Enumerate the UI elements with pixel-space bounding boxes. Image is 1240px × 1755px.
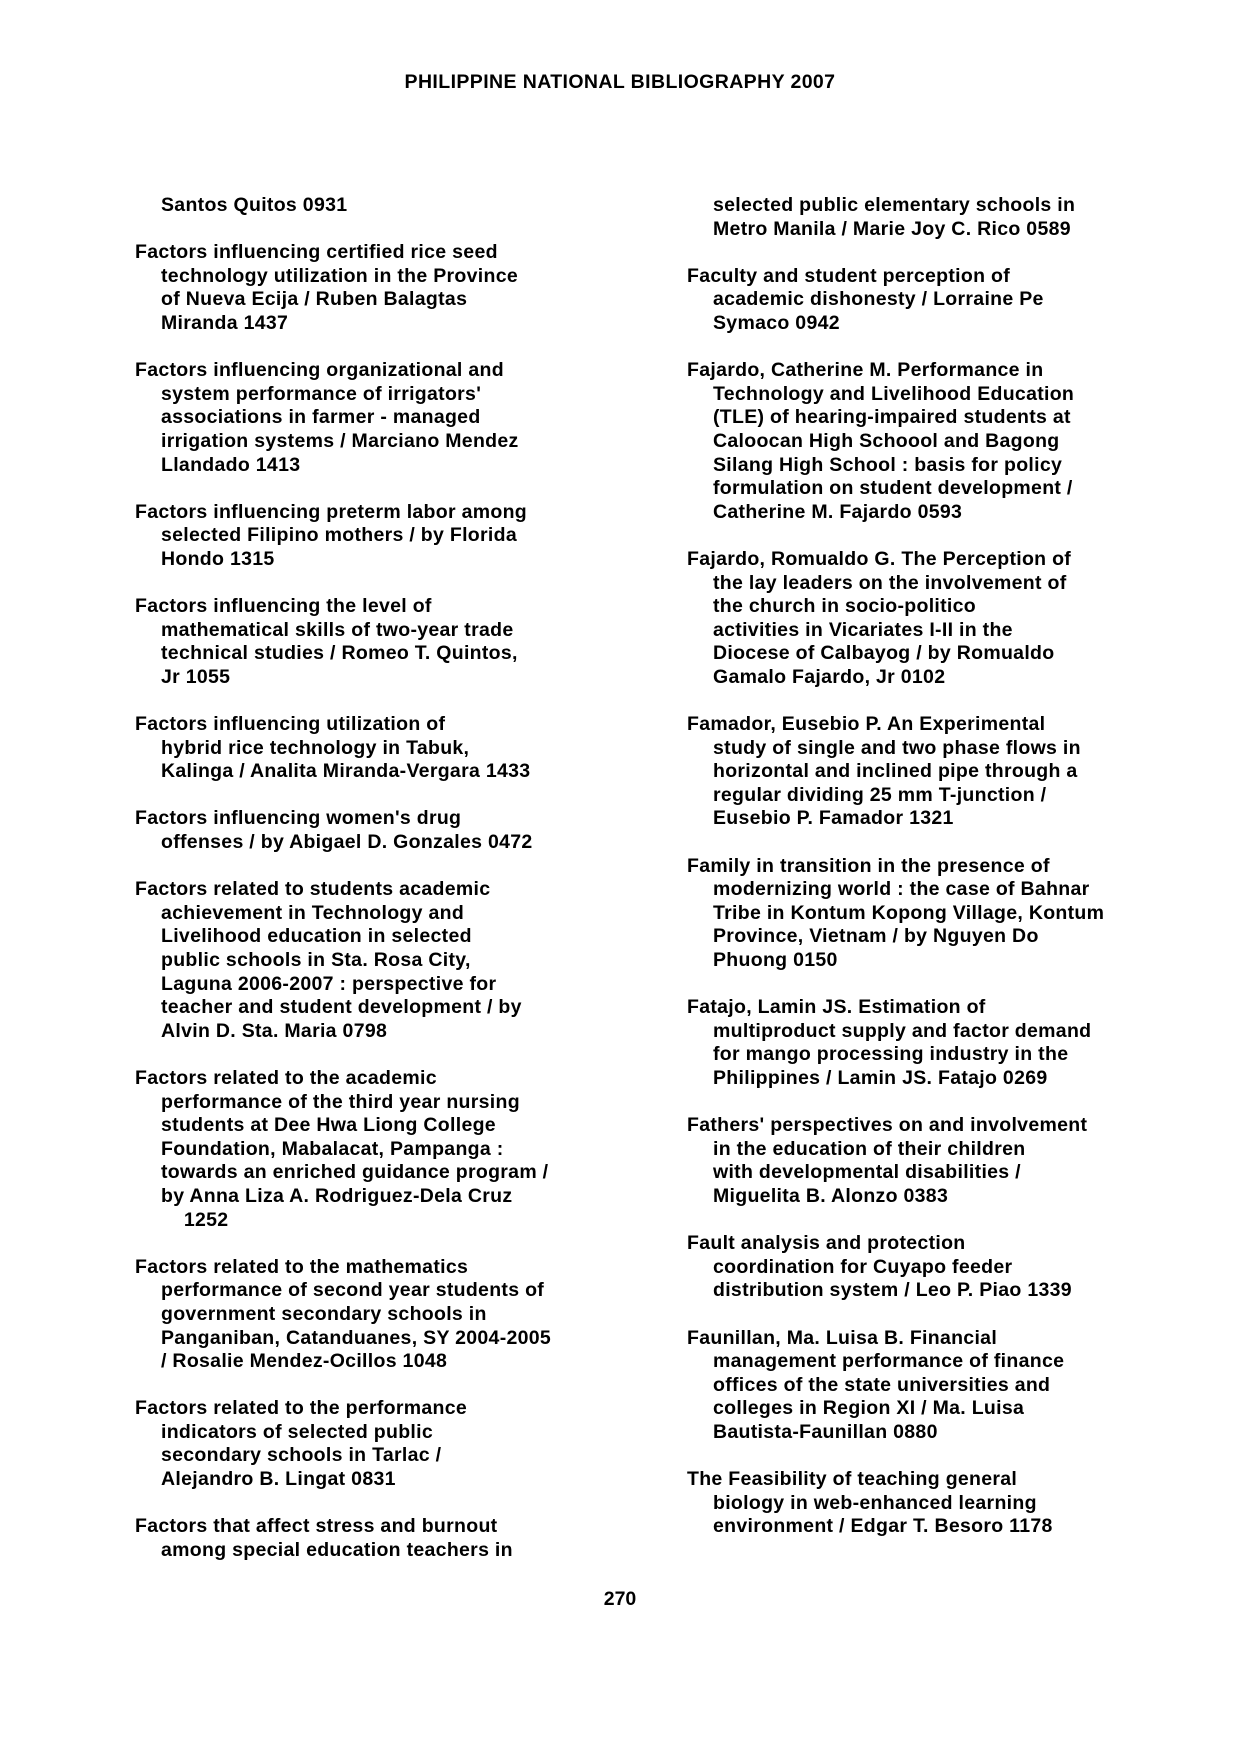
entry-line: colleges in Region XI / Ma. Luisa bbox=[713, 1397, 1025, 1420]
entry-line: technical studies / Romeo T. Quintos, bbox=[161, 642, 518, 665]
bibliography-entry bbox=[135, 1397, 645, 1491]
entry-line: Factors related to the performance bbox=[135, 1397, 468, 1420]
bibliography-entry bbox=[687, 855, 1197, 973]
entry-line: public schools in Sta. Rosa City, bbox=[161, 949, 471, 971]
entry-line: 1252 bbox=[161, 1208, 229, 1231]
entry-line: offices of the state universities and bbox=[713, 1373, 1051, 1396]
entry-line: Factors related to the mathematics bbox=[135, 1255, 469, 1278]
entry-line: achievement in Technology and bbox=[161, 901, 465, 924]
entry-line: offenses / by Abigael D. Gonzales 0472 bbox=[161, 831, 533, 854]
entry-line: Foundation, Mabalacat, Pampanga : bbox=[161, 1137, 504, 1160]
entry-line: performance of second year students of bbox=[161, 1279, 545, 1302]
entry-line: Factors influencing women's drug bbox=[135, 807, 462, 830]
entry-line: Hondo 1315 bbox=[161, 547, 275, 570]
entry-line: for mango processing industry in the bbox=[713, 1043, 1069, 1066]
entry-line: Alejandro B. Lingat 0831 bbox=[161, 1468, 396, 1491]
entry-line: secondary schools in Tarlac / bbox=[161, 1444, 442, 1467]
entry-line: Laguna 2006-2007 : perspective for bbox=[161, 972, 497, 995]
bibliography-entry bbox=[687, 359, 1197, 524]
bibliography-entry bbox=[135, 359, 645, 477]
entry-line: environment / Edgar T. Besoro 1178 bbox=[713, 1515, 1053, 1538]
bibliography-entry bbox=[687, 996, 1197, 1090]
entry-line: indicators of selected public bbox=[161, 1420, 434, 1443]
entry-line: selected public elementary schools in bbox=[713, 194, 1076, 216]
entry-line: selected Filipino mothers / by Florida bbox=[161, 524, 517, 547]
entry-line: formulation on student development / bbox=[713, 477, 1073, 500]
entry-line: government secondary schools in bbox=[161, 1302, 487, 1325]
entry-line: the lay leaders on the involvement of bbox=[713, 571, 1067, 594]
entry-line: Silang High School : basis for policy bbox=[713, 453, 1063, 476]
entry-line: Faculty and student perception of bbox=[687, 264, 1011, 287]
entry-line: Famador, Eusebio P. An Experimental bbox=[687, 713, 1046, 736]
entry-line: Fajardo, Romualdo G. The Perception of bbox=[687, 547, 1072, 570]
entry-line: Panganiban, Catanduanes, SY 2004-2005 bbox=[161, 1326, 552, 1349]
entry-line: Metro Manila / Marie Joy C. Rico 0589 bbox=[713, 217, 1071, 240]
entry-line: management performance of finance bbox=[713, 1350, 1065, 1373]
entry-line: Fathers' perspectives on and involvement bbox=[687, 1114, 1088, 1137]
bibliography-entry bbox=[687, 713, 1197, 831]
bibliography-entry bbox=[135, 1515, 645, 1562]
left-column bbox=[135, 194, 645, 1586]
entry-line: Factors influencing preterm labor among bbox=[135, 500, 528, 523]
bibliography-entry bbox=[135, 1067, 645, 1232]
page-number: 270 bbox=[603, 1588, 637, 1610]
entry-line: Factors influencing certified rice seed bbox=[135, 241, 498, 264]
entry-line: Kalinga / Analita Miranda-Vergara 1433 bbox=[161, 760, 531, 783]
entry-line: Caloocan High Schoool and Bagong bbox=[713, 429, 1060, 452]
entry-line: Factors that affect stress and burnout bbox=[135, 1515, 498, 1538]
bibliography-entry bbox=[687, 1327, 1197, 1445]
entry-line: study of single and two phase flows in bbox=[713, 736, 1081, 759]
entry-line: teacher and student development / by bbox=[161, 996, 522, 1019]
bibliography-entry bbox=[687, 1232, 1197, 1303]
entry-line: regular dividing 25 mm T-junction / bbox=[713, 783, 1047, 806]
entry-line: Miguelita B. Alonzo 0383 bbox=[713, 1184, 949, 1207]
entry-line: Catherine M. Fajardo 0593 bbox=[713, 500, 963, 523]
entry-line: with developmental disabilities / bbox=[713, 1161, 1021, 1184]
bibliography-entry bbox=[687, 548, 1197, 690]
entry-line: Santos Quitos 0931 bbox=[161, 194, 348, 216]
entry-line: in the education of their children bbox=[713, 1137, 1026, 1160]
entry-line: Factors influencing the level of bbox=[135, 595, 432, 618]
entry-line: Fault analysis and protection bbox=[687, 1232, 966, 1255]
entry-line: biology in web-enhanced learning bbox=[713, 1491, 1037, 1514]
bibliography-entry bbox=[135, 713, 645, 784]
entry-line: Technology and Livelihood Education bbox=[713, 382, 1075, 405]
right-column bbox=[687, 194, 1197, 1562]
entry-line: Bautista-Faunillan 0880 bbox=[713, 1420, 938, 1443]
entry-line: Fatajo, Lamin JS. Estimation of bbox=[687, 996, 986, 1019]
running-head: PHILIPPINE NATIONAL BIBLIOGRAPHY 2007 bbox=[404, 71, 836, 93]
bibliography-entry bbox=[135, 1256, 645, 1374]
entry-line: Miranda 1437 bbox=[161, 311, 289, 334]
entry-line: The Feasibility of teaching general bbox=[687, 1468, 1018, 1491]
entry-line: Philippines / Lamin JS. Fatajo 0269 bbox=[713, 1066, 1048, 1089]
entry-line: multiproduct supply and factor demand bbox=[713, 1019, 1092, 1042]
bibliography-entry bbox=[135, 501, 645, 572]
entry-line: among special education teachers in bbox=[161, 1538, 513, 1561]
bibliography-entry bbox=[135, 595, 645, 689]
entry-line: Llandado 1413 bbox=[161, 453, 301, 476]
entry-line: technology utilization in the Province bbox=[161, 264, 519, 287]
entry-line: Alvin D. Sta. Maria 0798 bbox=[161, 1019, 388, 1042]
entry-line: hybrid rice technology in Tabuk, bbox=[161, 736, 470, 759]
entry-line: towards an enriched guidance program / bbox=[161, 1161, 549, 1184]
entry-line: Faunillan, Ma. Luisa B. Financial bbox=[687, 1326, 998, 1349]
bibliography-entry bbox=[687, 194, 1197, 241]
bibliography-entry bbox=[135, 241, 645, 335]
entry-line: modernizing world : the case of Bahnar bbox=[713, 878, 1090, 901]
bibliography-entry bbox=[687, 1468, 1197, 1539]
entry-line: Livelihood education in selected bbox=[161, 925, 472, 948]
entry-line: Factors related to students academic bbox=[135, 878, 491, 901]
entry-line: Family in transition in the presence of bbox=[687, 854, 1050, 877]
entry-line: distribution system / Leo P. Piao 1339 bbox=[713, 1279, 1072, 1302]
entry-line: coordination for Cuyapo feeder bbox=[713, 1255, 1013, 1278]
entry-line: of Nueva Ecija / Ruben Balagtas bbox=[161, 288, 468, 311]
entry-line: the church in socio-politico bbox=[713, 595, 976, 618]
bibliography-entry bbox=[135, 194, 645, 218]
entry-line: Jr 1055 bbox=[161, 665, 231, 688]
entry-line: Diocese of Calbayog / by Romualdo bbox=[713, 642, 1055, 665]
entry-line: Factors related to the academic bbox=[135, 1066, 437, 1089]
entry-line: irrigation systems / Marciano Mendez bbox=[161, 429, 519, 452]
entry-line: Factors influencing organizational and bbox=[135, 359, 504, 382]
bibliography-entry bbox=[687, 1114, 1197, 1208]
entry-line: Factors influencing utilization of bbox=[135, 713, 446, 736]
entry-line: students at Dee Hwa Liong College bbox=[161, 1114, 496, 1137]
entry-line: by Anna Liza A. Rodriguez-Dela Cruz bbox=[161, 1184, 513, 1207]
entry-line: performance of the third year nursing bbox=[161, 1090, 520, 1113]
entry-line: Tribe in Kontum Kopong Village, Kontum bbox=[713, 901, 1105, 924]
entry-line: mathematical skills of two-year trade bbox=[161, 618, 514, 641]
entry-line: system performance of irrigators' bbox=[161, 382, 482, 405]
entry-line: Gamalo Fajardo, Jr 0102 bbox=[713, 665, 946, 688]
entry-line: associations in farmer - managed bbox=[161, 406, 481, 429]
bibliography-entry bbox=[687, 265, 1197, 336]
entry-line: academic dishonesty / Lorraine Pe bbox=[713, 288, 1044, 311]
entry-line: Province, Vietnam / by Nguyen Do bbox=[713, 925, 1039, 948]
entry-line: horizontal and inclined pipe through a bbox=[713, 760, 1078, 783]
entry-line: Eusebio P. Famador 1321 bbox=[713, 807, 954, 830]
entry-line: Symaco 0942 bbox=[713, 311, 840, 334]
entry-line: activities in Vicariates I-II in the bbox=[713, 618, 1013, 641]
entry-line: / Rosalie Mendez-Ocillos 1048 bbox=[161, 1350, 448, 1373]
bibliography-entry bbox=[135, 807, 645, 854]
entry-line: Phuong 0150 bbox=[713, 949, 838, 971]
entry-line: (TLE) of hearing-impaired students at bbox=[713, 406, 1071, 429]
entry-line: Fajardo, Catherine M. Performance in bbox=[687, 359, 1044, 382]
bibliography-entry bbox=[135, 878, 645, 1043]
